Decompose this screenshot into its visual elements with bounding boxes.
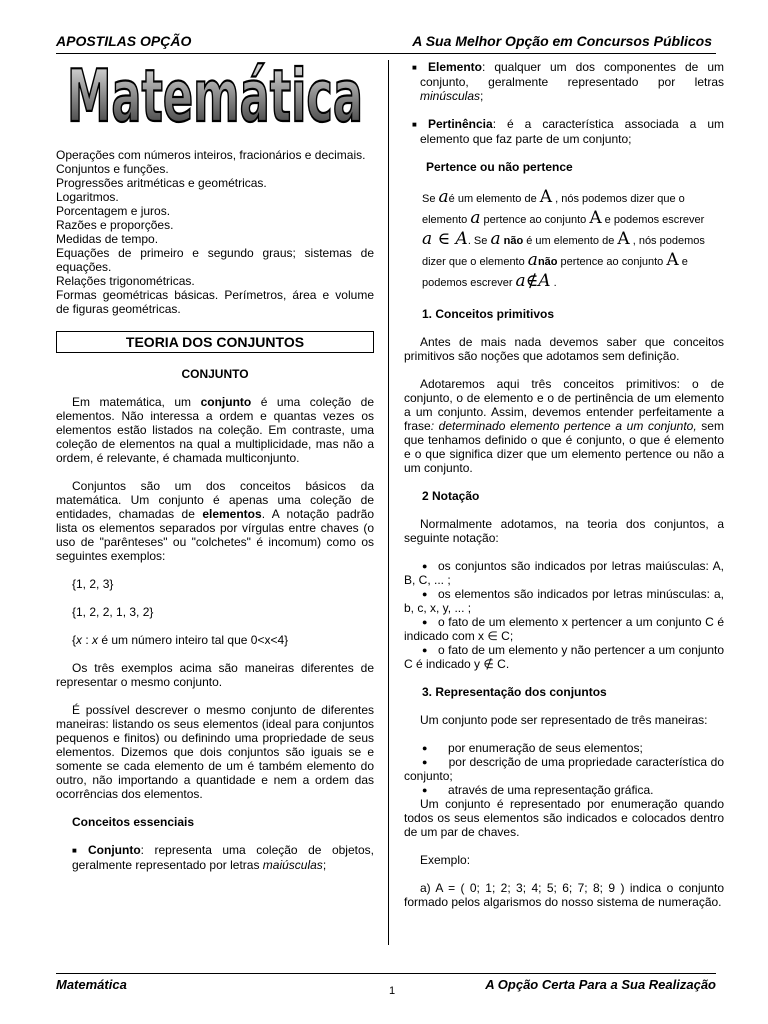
- right-column: [404, 60, 724, 909]
- topic-item: Logaritmos.: [56, 190, 119, 204]
- notation-item: ● os conjuntos são indicados por letras maiúsculas: A, B, C, ... ;: [404, 559, 724, 587]
- left-column: [56, 148, 374, 872]
- representation-item: ● por enumeração de seus elementos;: [422, 741, 643, 755]
- topic-item: Formas geométricas básicas. Perímetros, área e volume de figuras geométricas.: [56, 288, 374, 316]
- bullet-dot-icon: ●: [422, 617, 428, 627]
- pertence-title: Pertence ou não pertence: [426, 160, 573, 174]
- topic-item: Medidas de tempo.: [56, 232, 159, 246]
- representation-item: ● por descrição de uma propriedade característica do conjunto;: [404, 755, 724, 783]
- square-bullet-icon: ■: [412, 63, 417, 72]
- topic-item: Conjuntos e funções.: [56, 162, 169, 176]
- header-left: APOSTILAS OPÇÃO: [56, 33, 192, 49]
- paragraph-conjunto: Em matemática, um conjunto é uma coleção de elementos. Não interessa a ordem e quantas vezes os elementos estão listados na coleção. Em contraste, uma coleção de elementos na qual a multiplicidade, mas não a ordem, é relevante, é chamada multiconjunto.: [56, 395, 375, 465]
- section-1-title: 1. Conceitos primitivos: [422, 307, 555, 321]
- bullet-dot-icon: ●: [422, 645, 428, 655]
- conceitos-essenciais-title: Conceitos essenciais: [72, 815, 195, 829]
- topic-item: Razões e proporções.: [56, 218, 174, 232]
- representation-item: ● através de uma representação gráfica.: [422, 783, 654, 797]
- topic-item: Porcentagem e juros.: [56, 204, 171, 218]
- exemplo-label: Exemplo:: [420, 853, 471, 867]
- paragraph-primitivos-1: Antes de mais nada devemos saber que conceitos primitivos são noções que adotamos sem definição.: [404, 335, 724, 363]
- example-3: {x : x é um número inteiro tal que 0<x<4}: [72, 633, 289, 647]
- footer-left: Matemática: [56, 977, 127, 992]
- bullet-conjunto: ■ Conjunto: representa uma coleção de objetos, geralmente representado por letras maiúsculas;: [72, 843, 374, 872]
- bullet-dot-icon: ●: [422, 785, 428, 795]
- bullet-dot-icon: ●: [422, 743, 428, 753]
- square-bullet-icon: ■: [72, 846, 77, 855]
- bullet-pertinencia: ■ Pertinência: é a característica associada a um elemento que faz parte de um conjunto;: [412, 117, 724, 146]
- notation-item: ● o fato de um elemento x pertencer a um conjunto C é indicado com x ∈ C;: [404, 615, 724, 643]
- topic-list: [56, 148, 374, 316]
- page-number: 1: [389, 985, 396, 997]
- paragraph-enumeracao: Um conjunto é representado por enumeração quando todos os seus elementos são indicados e colocados dentro de um par de chaves.: [404, 797, 724, 839]
- bullet-dot-icon: ●: [422, 757, 428, 767]
- footer-right: A Opção Certa Para a Sua Realização: [485, 977, 716, 992]
- column-divider: [388, 60, 389, 945]
- section-3-title: 3. Representação dos conjuntos: [422, 685, 607, 699]
- svg-text:Matemática: Matemática: [67, 57, 363, 133]
- notation-item: ● os elementos são indicados por letras minúsculas: a, b, c, x, y, ... ;: [404, 587, 724, 615]
- paragraph-conceitos: Conjuntos são um dos conceitos básicos da matemática. Um conjunto é apenas uma coleção de entidades, chamadas de elementos. A notação padrão lista os elementos separados por vírgulas entre chaves (o uso de "parênteses" ou "colchetes" é incomum) como os seguintes exemplos:: [56, 479, 374, 563]
- bullet-dot-icon: ●: [422, 561, 428, 571]
- footer-rule: [56, 973, 716, 974]
- notation-item: ● o fato de um elemento y não pertencer a um conjunto C é indicado y ∉ C.: [404, 643, 724, 671]
- paragraph-representacao: Um conjunto pode ser representado de três maneiras:: [420, 713, 708, 727]
- page-header: [56, 33, 712, 49]
- topic-item: Relações trigonométricas.: [56, 274, 195, 288]
- bullet-elemento: ■ Elemento: qualquer um dos componentes de um conjunto, geralmente representado por letras minúsculas;: [412, 60, 724, 103]
- paragraph-primitivos-2: Adotaremos aqui três conceitos primitivos: o de conjunto, o de elemento e o de pertinência de um elemento a um conjunto. Assim, devemos entender perfeitamente a frase: determinado elemento pertence a um conjunto, sem que tenhamos definido o que é conjunto, o que é elemento e o que significa dizer que um elemento pertence ou não a um conjunto.: [404, 377, 724, 475]
- section-2-title: 2 Notação: [422, 489, 480, 503]
- topic-item: Operações com números inteiros, fracionários e decimais.: [56, 148, 366, 162]
- header-rule: [56, 53, 716, 54]
- matematica-logo: [64, 57, 366, 133]
- paragraph-tres-exemplos: Os três exemplos acima são maneiras diferentes de representar o mesmo conjunto.: [56, 661, 374, 689]
- section-title-box: TEORIA DOS CONJUNTOS: [56, 331, 374, 353]
- paragraph-descrever: É possível descrever o mesmo conjunto de diferentes maneiras: listando os seus elementos (ideal para conjuntos pequenos e finitos) ou definindo uma propriedade de seus elementos. Dizemos que dois conjuntos são iguais se e somente se cada elemento de um é também elemento do outro, não importando a quantidade e nem a ordem das ocorrências dos elementos.: [56, 703, 374, 801]
- topic-item: Equações de primeiro e segundo graus; sistemas de equações.: [56, 246, 374, 274]
- header-right: A Sua Melhor Opção em Concursos Públicos: [412, 33, 712, 49]
- example-a: a) A = ( 0; 1; 2; 3; 4; 5; 6; 7; 8; 9 ) indica o conjunto formado pelos algarismos do nosso sistema de numeração.: [404, 881, 724, 909]
- paragraph-notacao: Normalmente adotamos, na teoria dos conjuntos, a seguinte notação:: [404, 517, 724, 545]
- topic-item: Progressões aritméticas e geométricas.: [56, 176, 267, 190]
- bullet-dot-icon: ●: [422, 589, 428, 599]
- pertinence-math-block: Se aé um elemento de A , nós podemos dizer que o elemento a pertence ao conjunto A e podemos escrever a ∈ A. Se a não é um elemento de A , nós podemos dizer que o elemento anão pertence ao conjunto A e podemos escrever a∉A .: [422, 187, 705, 291]
- square-bullet-icon: ■: [412, 120, 417, 129]
- subsection-title: CONJUNTO: [181, 367, 249, 381]
- example-1: {1, 2, 3}: [72, 577, 114, 591]
- example-2: {1, 2, 2, 1, 3, 2}: [72, 605, 154, 619]
